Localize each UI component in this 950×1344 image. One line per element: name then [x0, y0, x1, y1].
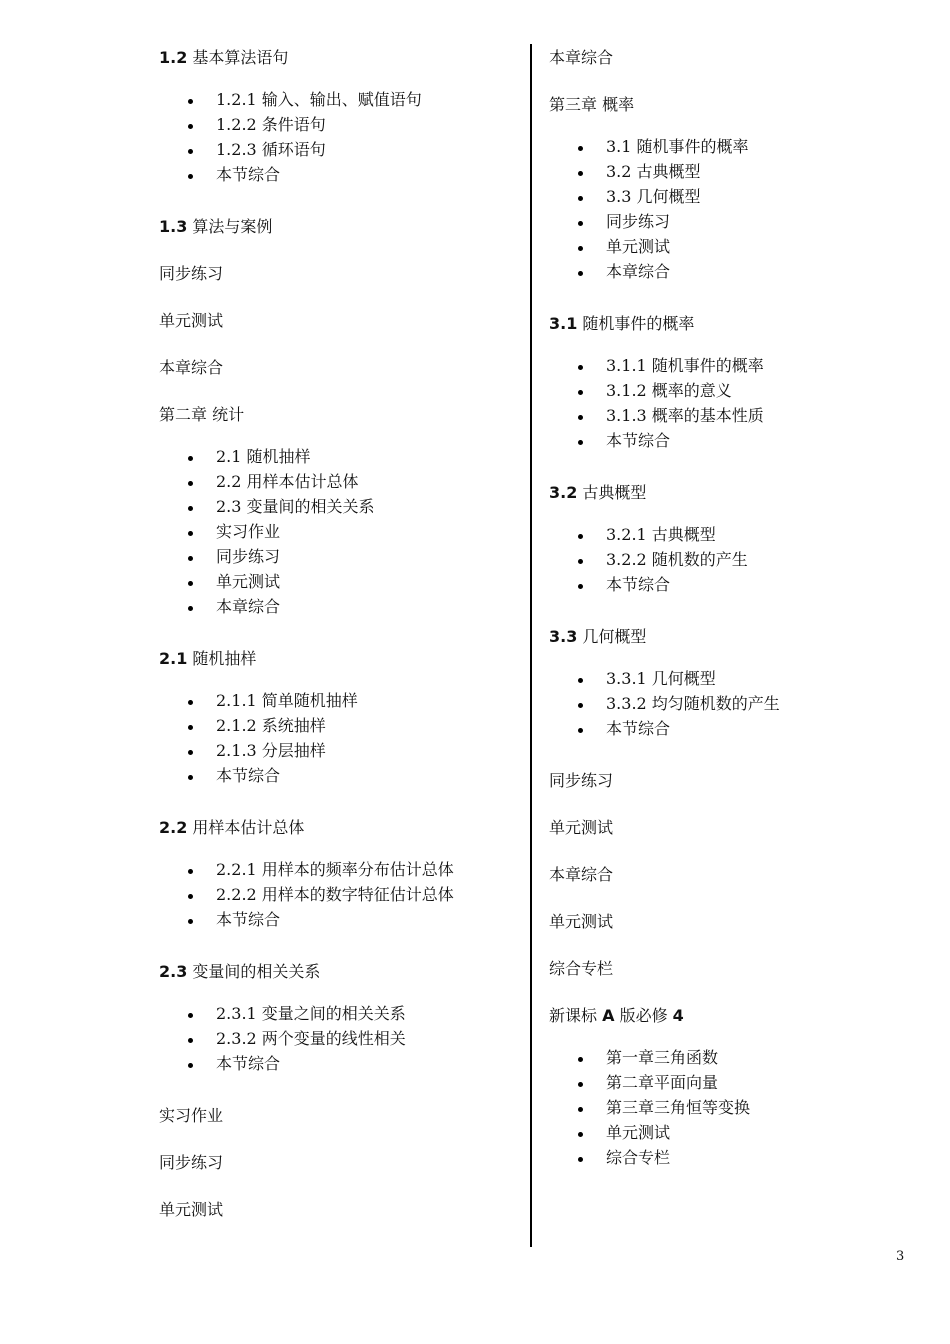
list-item[interactable]: 本节综合: [159, 162, 519, 187]
list-3-3: [549, 666, 909, 763]
column-divider: [530, 44, 532, 1247]
sync-practice-link[interactable]: 同步练习: [159, 1153, 224, 1172]
list-item[interactable]: 本节综合: [549, 572, 909, 597]
list-book: [549, 1045, 909, 1192]
unit-test-link[interactable]: 单元测试: [549, 818, 614, 837]
list-item[interactable]: 2.3.2 两个变量的线性相关: [159, 1026, 519, 1051]
list-item[interactable]: 同步练习: [549, 209, 909, 234]
unit-test-link[interactable]: 单元测试: [549, 912, 614, 931]
sync-practice-link[interactable]: 同步练习: [159, 264, 224, 283]
list-item[interactable]: 3.1.1 随机事件的概率: [549, 353, 909, 378]
list-item[interactable]: 2.3.1 变量之间的相关关系: [159, 1001, 519, 1026]
list-item[interactable]: 本节综合: [159, 907, 519, 932]
section-heading-2-3[interactable]: 2.3 变量间的相关关系: [159, 962, 321, 981]
special-column-link[interactable]: 综合专栏: [549, 959, 614, 978]
list-item[interactable]: 3.2.2 随机数的产生: [549, 547, 909, 572]
section-heading-3-3[interactable]: 3.3 几何概型: [549, 627, 647, 646]
list-item[interactable]: 3.1.2 概率的意义: [549, 378, 909, 403]
list-item[interactable]: 3.1 随机事件的概率: [549, 134, 909, 159]
list-item[interactable]: 实习作业: [159, 519, 519, 544]
list-chapter-2: [159, 444, 519, 641]
list-2-1: [159, 688, 519, 810]
list-1-2: [159, 87, 519, 209]
list-item[interactable]: 3.3.1 几何概型: [549, 666, 909, 691]
list-item[interactable]: 2.2 用样本估计总体: [159, 469, 519, 494]
list-item[interactable]: 3.2 古典概型: [549, 159, 909, 184]
list-item[interactable]: 单元测试: [549, 1120, 909, 1145]
list-item[interactable]: 2.1 随机抽样: [159, 444, 519, 469]
section-heading-1-3[interactable]: 1.3 算法与案例: [159, 217, 273, 236]
list-2-3: [159, 1001, 519, 1098]
book-heading[interactable]: 新课标 A 版必修 4: [549, 1006, 684, 1025]
practice-work-link[interactable]: 实习作业: [159, 1106, 224, 1125]
list-item[interactable]: 第二章平面向量: [549, 1070, 909, 1095]
left-column: [159, 40, 519, 1239]
list-item[interactable]: 2.3 变量间的相关关系: [159, 494, 519, 519]
chapter-2-heading[interactable]: 第二章 统计: [159, 405, 245, 424]
list-2-2: [159, 857, 519, 954]
list-item[interactable]: 本节综合: [159, 1051, 519, 1076]
list-item[interactable]: 2.1.1 简单随机抽样: [159, 688, 519, 713]
list-3-1: [549, 353, 909, 475]
chapter-3-heading[interactable]: 第三章 概率: [549, 95, 635, 114]
chapter-summary-link[interactable]: 本章综合: [549, 865, 614, 884]
list-item[interactable]: 第一章三角函数: [549, 1045, 909, 1070]
list-item[interactable]: 第三章三角恒等变换: [549, 1095, 909, 1120]
list-item[interactable]: 1.2.1 输入、输出、赋值语句: [159, 87, 519, 112]
list-item[interactable]: 2.1.3 分层抽样: [159, 738, 519, 763]
list-item[interactable]: 2.2.2 用样本的数字特征估计总体: [159, 882, 519, 907]
list-item[interactable]: 3.3 几何概型: [549, 184, 909, 209]
list-item[interactable]: 本节综合: [549, 428, 909, 453]
list-item[interactable]: 1.2.2 条件语句: [159, 112, 519, 137]
list-3-2: [549, 522, 909, 619]
list-item[interactable]: 本章综合: [549, 259, 909, 284]
list-item[interactable]: 本节综合: [159, 763, 519, 788]
unit-test-link[interactable]: 单元测试: [159, 1200, 224, 1219]
page-number: 3: [896, 1249, 905, 1264]
list-item[interactable]: 1.2.3 循环语句: [159, 137, 519, 162]
list-item[interactable]: 3.3.2 均匀随机数的产生: [549, 691, 909, 716]
right-column: [549, 40, 909, 1192]
list-item[interactable]: 同步练习: [159, 544, 519, 569]
list-item[interactable]: 综合专栏: [549, 1145, 909, 1170]
sync-practice-link[interactable]: 同步练习: [549, 771, 614, 790]
list-item[interactable]: 3.1.3 概率的基本性质: [549, 403, 909, 428]
list-item[interactable]: 3.2.1 古典概型: [549, 522, 909, 547]
list-item[interactable]: 单元测试: [159, 569, 519, 594]
chapter-summary-link[interactable]: 本章综合: [549, 48, 614, 67]
list-chapter-3: [549, 134, 909, 306]
list-item[interactable]: 本节综合: [549, 716, 909, 741]
unit-test-link[interactable]: 单元测试: [159, 311, 224, 330]
list-item[interactable]: 2.1.2 系统抽样: [159, 713, 519, 738]
chapter-summary-link[interactable]: 本章综合: [159, 358, 224, 377]
section-heading-2-2[interactable]: 2.2 用样本估计总体: [159, 818, 305, 837]
section-heading-3-2[interactable]: 3.2 古典概型: [549, 483, 647, 502]
list-item[interactable]: 2.2.1 用样本的频率分布估计总体: [159, 857, 519, 882]
list-item[interactable]: 本章综合: [159, 594, 519, 619]
list-item[interactable]: 单元测试: [549, 234, 909, 259]
section-heading-3-1[interactable]: 3.1 随机事件的概率: [549, 314, 695, 333]
section-heading-2-1[interactable]: 2.1 随机抽样: [159, 649, 257, 668]
section-heading-1-2[interactable]: 1.2 基本算法语句: [159, 48, 289, 67]
